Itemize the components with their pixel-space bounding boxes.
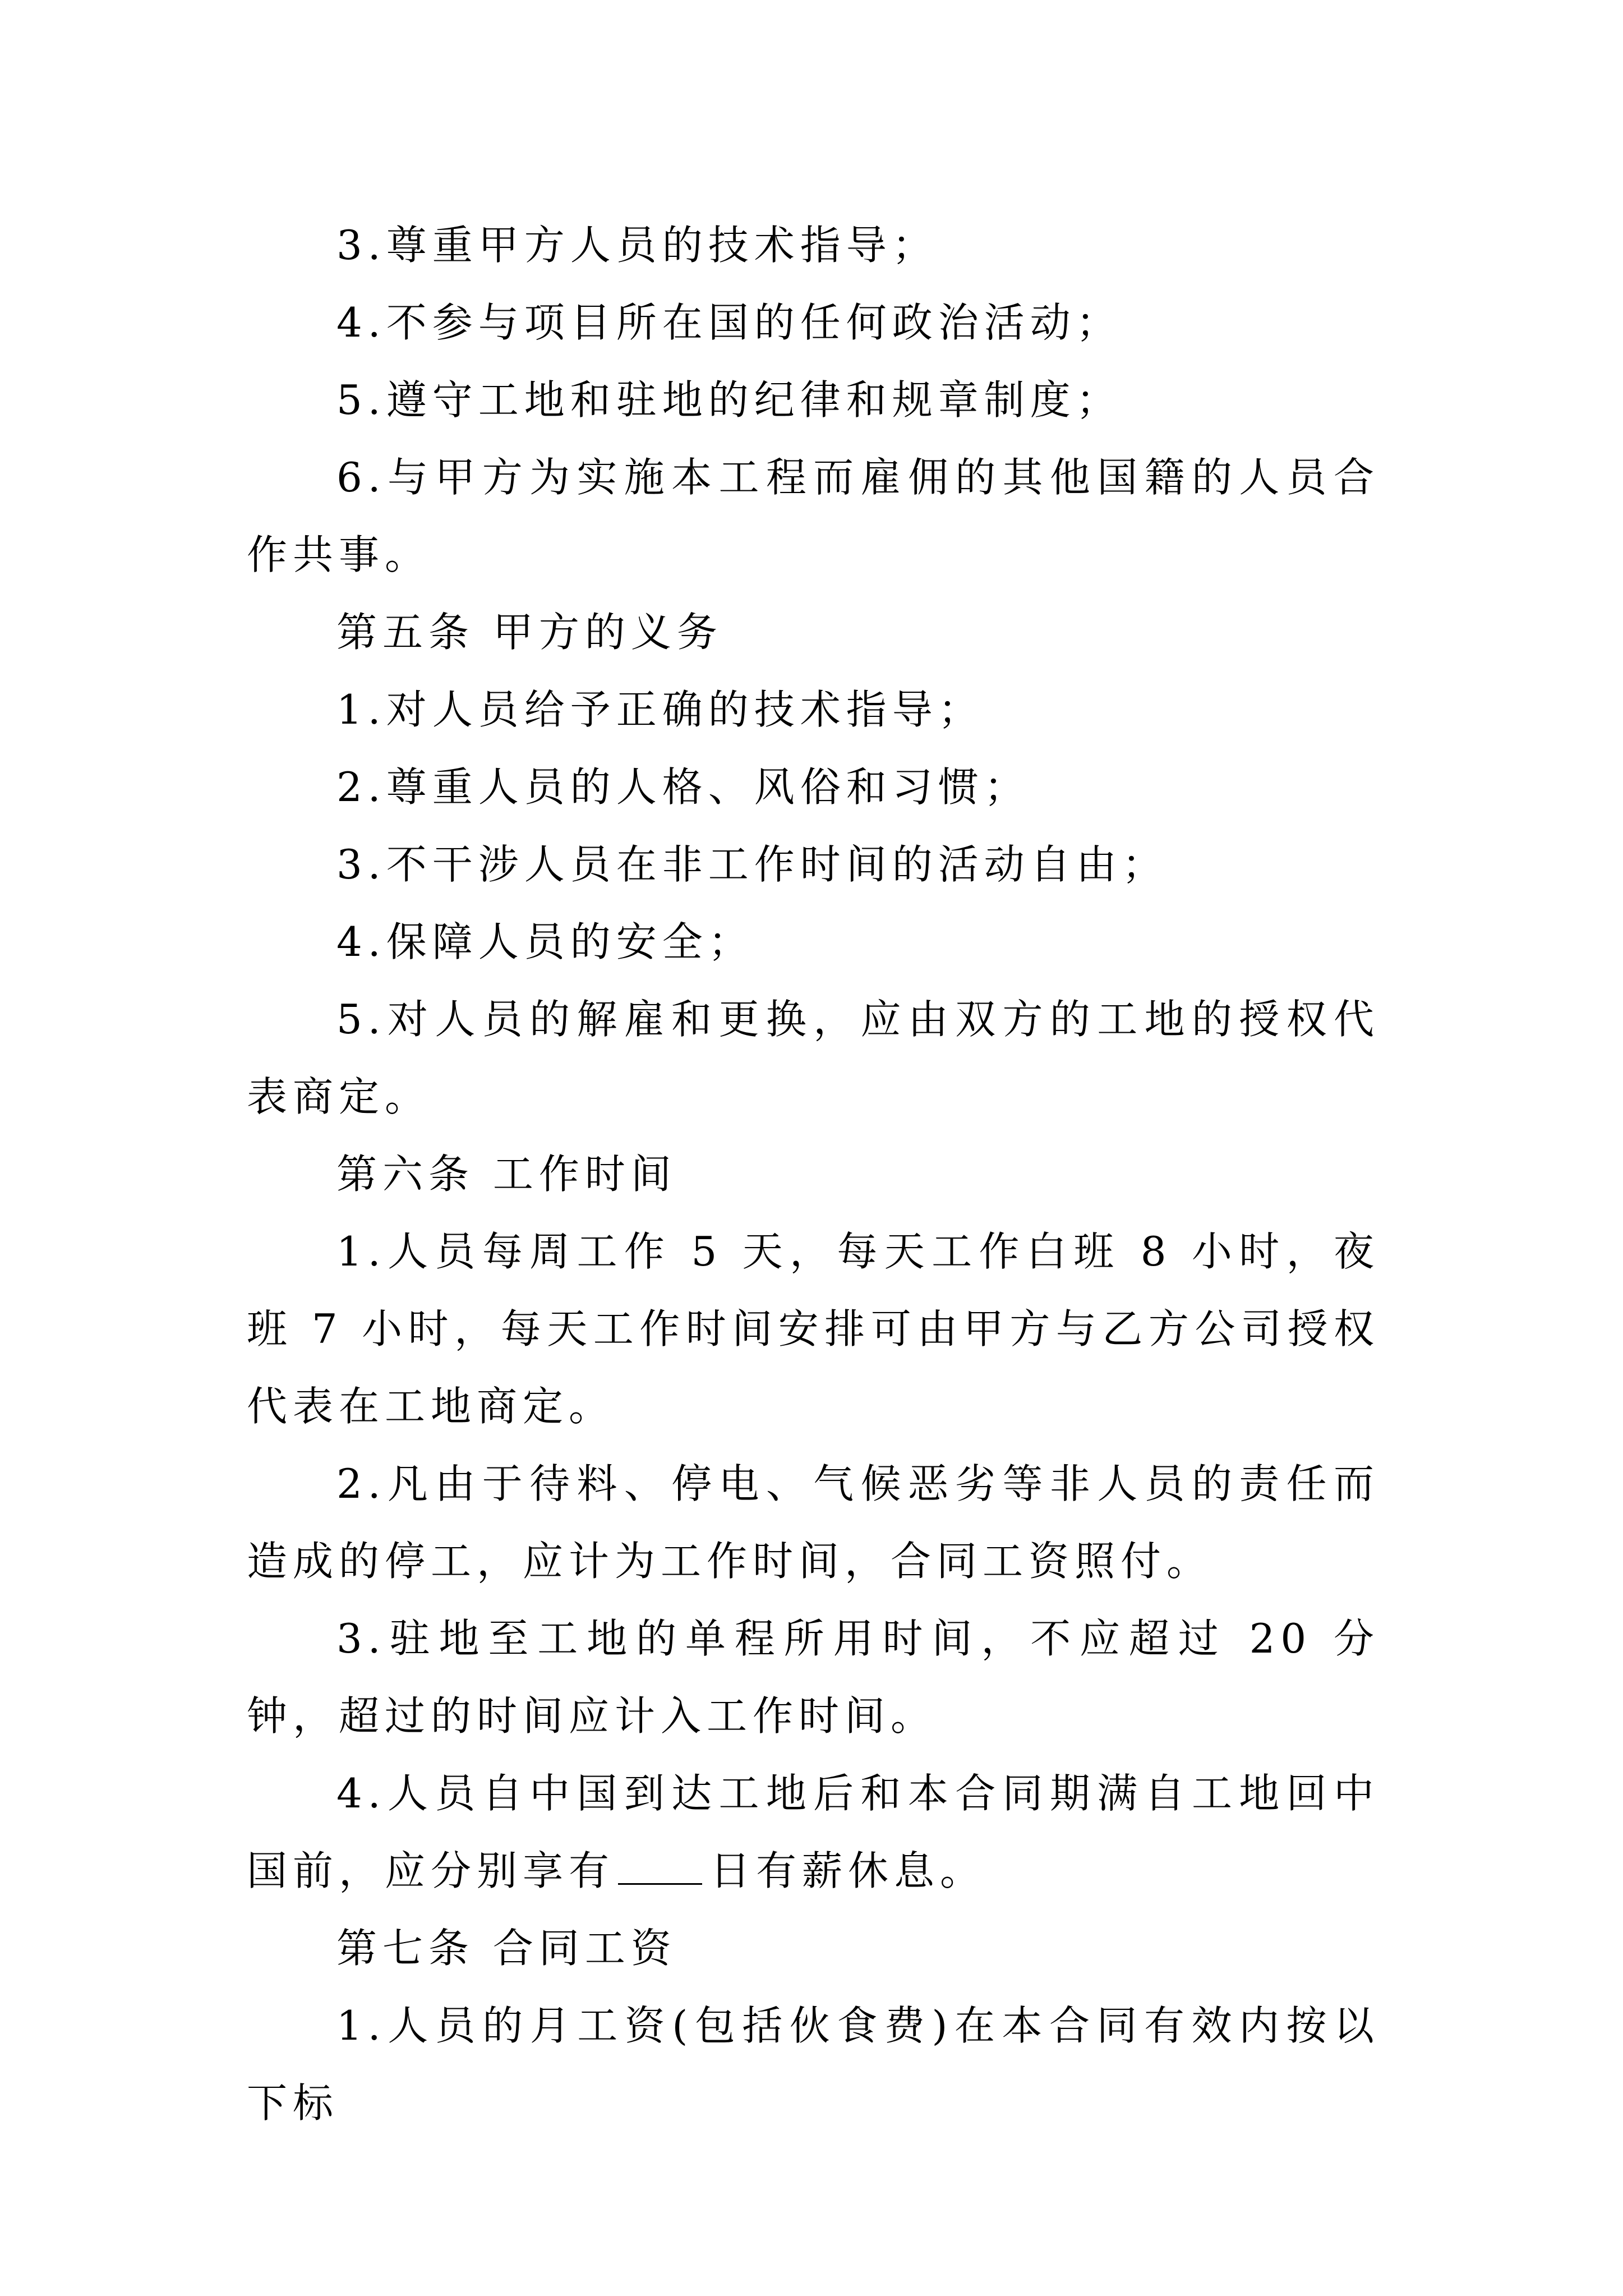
paragraph-duty-6: 6.与甲方为实施本工程而雇佣的其他国籍的人员合作共事。 (247, 454, 1380, 578)
article-5-item-5: 5.对人员的解雇和更换，应由双方的工地的授权代表商定。 (247, 996, 1380, 1120)
article-6-heading: 第六条 工作时间 (336, 1151, 677, 1198)
article-6-item-2: 2.凡由于待料、停电、气候恶劣等非人员的责任而造成的停工，应计为工作时间，合同工资照付。 (247, 1460, 1380, 1585)
article-7-heading: 第七条 合同工资 (336, 1925, 677, 1972)
article-6-item-4 (247, 1755, 1380, 1910)
article-5-heading: 第五条 甲方的义务 (336, 609, 723, 656)
paragraph-duty-4: 4.不参与项目所在国的任何政治活动； (336, 299, 1122, 346)
document-body (247, 206, 1380, 2142)
paragraph-duty-3: 3.尊重甲方人员的技术指导； (336, 222, 938, 269)
article-5-item-4: 4.保障人员的安全； (336, 918, 754, 965)
article-5-item-2: 2.尊重人员的人格、风俗和习惯； (336, 763, 1030, 811)
article-6-item-3: 3.驻地至工地的单程所用时间，不应超过 20 分钟，超过的时间应计入工作时间。 (247, 1615, 1380, 1740)
article-6-item-1: 1.人员每周工作 5 天，每天工作白班 8 小时，夜班 7 小时，每天工作时间安排可由甲方与乙方公司授权代表在工地商定。 (247, 1228, 1380, 1430)
paragraph-duty-5: 5.遵守工地和驻地的纪律和规章制度； (336, 376, 1122, 424)
article-5-item-3: 3.不干涉人员在非工作时间的活动自由； (336, 841, 1168, 888)
fill-in-blank (618, 1849, 702, 1885)
article-5-item-1: 1.对人员给予正确的技术指导； (336, 686, 984, 733)
article-7-item-1: 1.人员的月工资(包括伙食费)在本合同有效内按以下标 (247, 2002, 1380, 2127)
article-6-item-4-text-before: 4.人员自中国到达工地后和本合同期满自工地回中国前，应分别享有 (247, 1770, 1380, 1894)
article-6-item-4-text-after: 日有薪休息。 (710, 1847, 986, 1894)
